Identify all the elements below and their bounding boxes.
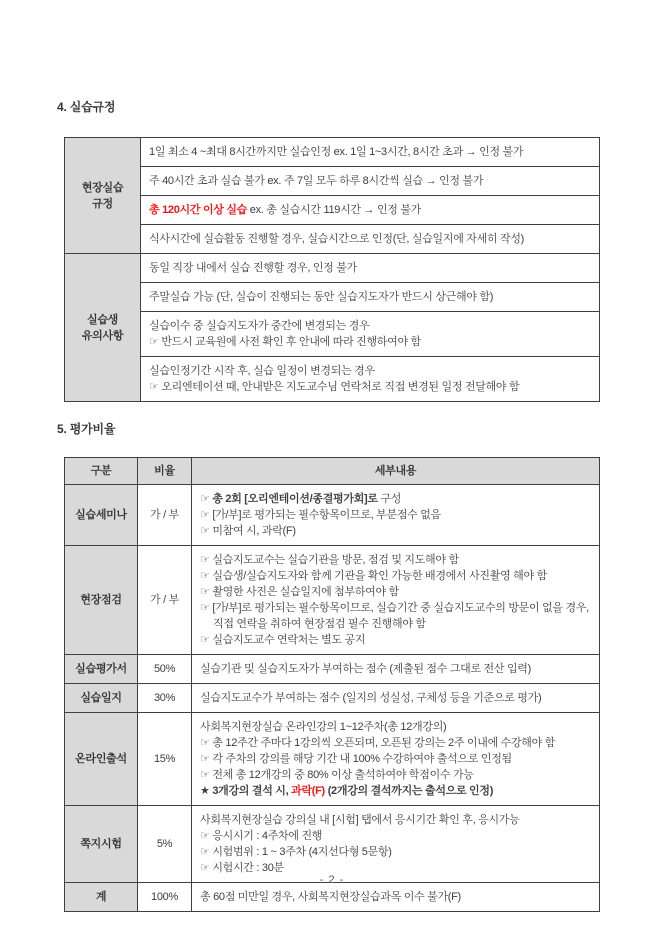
header-cell: 비율 — [138, 458, 192, 485]
practice-rules-table — [64, 137, 600, 402]
table-row — [65, 883, 600, 912]
text-segment: 사회복지현장실습 온라인강의 1~12주차(총 12개강의) — [200, 721, 447, 733]
row-label-cell — [65, 254, 141, 402]
ratio-cell: 15% — [138, 713, 192, 806]
page-number: - 2 - — [319, 874, 345, 886]
row-label-cell — [65, 684, 138, 713]
detail-line — [200, 507, 591, 523]
detail-line — [200, 719, 591, 735]
label-line: 실습세미나 — [75, 509, 127, 521]
text-segment: ☞ [가/부]로 평가되는 필수항목이므로, 부분점수 없음 — [200, 509, 441, 521]
table-header-row — [65, 458, 600, 485]
row-label-cell — [65, 806, 138, 883]
detail-cell — [141, 254, 600, 283]
detail-line — [200, 523, 591, 539]
detail-cell — [141, 283, 600, 312]
table-row — [65, 167, 600, 196]
text-segment: 총 2회 [오리엔테이션/종결평가회]로 — [212, 493, 378, 505]
label-line: 쪽지시험 — [80, 838, 122, 850]
text-segment: ☞ 촬영한 사진은 실습일지에 첨부하여야 함 — [200, 586, 399, 598]
table-row — [65, 283, 600, 312]
detail-line — [200, 661, 591, 677]
detail-line — [149, 231, 591, 247]
detail-line — [200, 889, 591, 905]
label-line: 현장점검 — [80, 594, 122, 606]
ratio-cell: 30% — [138, 684, 192, 713]
row-label-cell — [65, 485, 138, 546]
label-line: 실습평가서 — [75, 663, 127, 675]
label-line: 현장실습 — [81, 181, 124, 194]
detail-cell — [192, 806, 600, 883]
text-segment: ☞ 전체 총 12개강의 중 80% 이상 출석하여야 학점이수 가능 — [200, 769, 474, 781]
text-segment: ☞ — [200, 493, 213, 505]
text-segment: ☞ 시험범위 : 1 ~ 3주차 (4지선다형 5문항) — [200, 846, 392, 858]
detail-line — [149, 334, 591, 350]
detail-line — [200, 584, 591, 600]
text-segment: 실습지도교수가 부여하는 점수 (일지의 성실성, 구체성 등을 기준으로 평가) — [200, 692, 542, 704]
text-segment: ☞ 각 주차의 강의를 해당 기간 내 100% 수강하여야 출석으로 인정됨 — [200, 753, 512, 765]
row-label-cell — [65, 883, 138, 912]
detail-line — [149, 363, 591, 379]
detail-line — [149, 379, 591, 395]
text-segment: ☞ 반드시 교육원에 사전 확인 후 안내에 따라 진행하여야 함 — [149, 336, 421, 348]
detail-cell — [192, 713, 600, 806]
text-segment: ☞ 총 12주간 주마다 1강의씩 오픈되며, 오픈된 강의는 2주 이내에 수강해야 함 — [200, 737, 556, 749]
ratio-cell: 50% — [138, 655, 192, 684]
highlighted-text: 과락(F) — [291, 785, 325, 797]
ratio-cell: 100% — [138, 883, 192, 912]
table-row — [65, 254, 600, 283]
text-segment: ☞ 실습지도교수는 실습기관을 방문, 점검 및 지도해야 함 — [200, 554, 459, 566]
highlighted-text: 총 120시간 이상 실습 — [149, 204, 248, 216]
detail-cell — [192, 655, 600, 684]
text-segment: 구성 — [377, 493, 402, 505]
row-label-cell — [65, 713, 138, 806]
detail-line — [200, 812, 591, 828]
evaluation-ratio-table — [64, 457, 600, 912]
row-label-cell — [65, 546, 138, 655]
table-row — [65, 546, 600, 655]
detail-line — [149, 289, 591, 305]
header-cell: 세부내용 — [192, 458, 600, 485]
label-line: 실습일지 — [80, 692, 122, 704]
text-segment: 실습인정기간 시작 후, 실습 일정이 변경되는 경우 — [149, 365, 375, 377]
detail-cell — [192, 485, 600, 546]
detail-line — [200, 690, 591, 706]
detail-line — [149, 202, 591, 218]
ratio-cell: 5% — [138, 806, 192, 883]
text-segment: 총 60점 미만일 경우, 사회복지현장실습과목 이수 불가(F) — [200, 891, 461, 903]
detail-line — [200, 735, 591, 751]
detail-line — [200, 844, 591, 860]
text-segment: ☞ 시험시간 : 30분 — [200, 862, 284, 874]
detail-line — [149, 144, 591, 160]
detail-line — [200, 751, 591, 767]
detail-line — [149, 260, 591, 276]
text-segment: 실습기관 및 실습지도자가 부여하는 점수 (제출된 점수 그대로 전산 입력) — [200, 663, 531, 675]
label-line: 유의사항 — [81, 329, 124, 342]
header-cell: 구분 — [65, 458, 138, 485]
spacer — [64, 402, 600, 420]
detail-line — [200, 552, 591, 568]
text-segment: ex. 총 실습시간 119시간 → 인정 불가 — [247, 204, 422, 216]
detail-cell — [192, 546, 600, 655]
detail-cell — [141, 138, 600, 167]
ratio-cell: 가 / 부 — [138, 546, 192, 655]
row-label-cell — [65, 138, 141, 254]
detail-line — [149, 173, 591, 189]
detail-cell — [141, 225, 600, 254]
text-segment: 사회복지현장실습 강의실 내 [시험] 탭에서 응시기간 확인 후, 응시가능 — [200, 814, 520, 826]
text-segment: ★ 3개강의 결석 시, — [200, 785, 292, 797]
text-segment: ☞ 미참여 시, 과락(F) — [200, 525, 296, 537]
text-segment: ☞ 실습지도교수 연락처는 별도 공지 — [200, 634, 366, 646]
detail-line — [200, 568, 591, 584]
detail-cell — [141, 312, 600, 357]
text-segment: ☞ 실습생/실습지도자와 함께 기관을 확인 가능한 배경에서 사진촬영 해야 함 — [200, 570, 547, 582]
detail-line — [200, 491, 591, 507]
text-segment: 1일 최소 4 ~최대 8시간까지만 실습인정 ex. 1일 1~3시간, 8시간 초과 → 인정 불가 — [149, 146, 524, 158]
text-segment: ☞ 오리엔테이션 때, 안내받은 지도교수님 연락처로 직접 변경된 일정 전달해야 함 — [149, 381, 520, 393]
table-row — [65, 684, 600, 713]
detail-line — [200, 767, 591, 783]
text-segment: 실습이수 중 실습지도자가 중간에 변경되는 경우 — [149, 320, 370, 332]
ratio-cell: 가 / 부 — [138, 485, 192, 546]
detail-cell — [141, 357, 600, 402]
table-row — [65, 312, 600, 357]
text-segment: (2개강의 결석까지는 출석으로 인정) — [324, 785, 494, 797]
table-row — [65, 713, 600, 806]
section-title-evaluation-ratio: 5. 평가비율 — [57, 422, 116, 436]
detail-cell — [141, 196, 600, 225]
text-segment: 식사시간에 실습활동 진행할 경우, 실습시간으로 인정(단, 실습일지에 자세히 작성) — [149, 233, 525, 245]
detail-line — [200, 600, 591, 632]
label-line: 계 — [95, 891, 107, 903]
table-row — [65, 138, 600, 167]
table-row — [65, 357, 600, 402]
text-segment: 동일 직장 내에서 실습 진행할 경우, 인정 불가 — [149, 262, 357, 274]
detail-cell — [192, 883, 600, 912]
section-title-practice-rules: 4. 실습규정 — [57, 100, 116, 114]
detail-cell — [141, 167, 600, 196]
text-segment: ☞ [가/부]로 평가되는 필수항목이므로, 실습기간 중 실습지도교수의 방문이 없을 경우, 직접 연락을 취하여 현장점검 필수 진행해야 함 — [200, 602, 589, 630]
detail-cell — [192, 684, 600, 713]
label-line: 규정 — [92, 197, 113, 210]
table-row — [65, 225, 600, 254]
table-row — [65, 655, 600, 684]
label-line: 실습생 — [87, 313, 118, 326]
detail-line — [200, 828, 591, 844]
text-segment: 주 40시간 초과 실습 불가 ex. 주 7일 모두 하루 8시간씩 실습 → 인정 불가 — [149, 175, 484, 187]
label-line: 온라인출석 — [75, 753, 127, 765]
text-segment: ☞ 응시시기 : 4주차에 진행 — [200, 830, 323, 842]
text-segment: 주말실습 가능 (단, 실습이 진행되는 동안 실습지도자가 반드시 상근해야 함) — [149, 291, 494, 303]
table-row — [65, 485, 600, 546]
table-row — [65, 196, 600, 225]
detail-line — [200, 632, 591, 648]
detail-line — [149, 318, 591, 334]
row-label-cell — [65, 655, 138, 684]
table-row — [65, 806, 600, 883]
detail-line — [200, 783, 591, 799]
